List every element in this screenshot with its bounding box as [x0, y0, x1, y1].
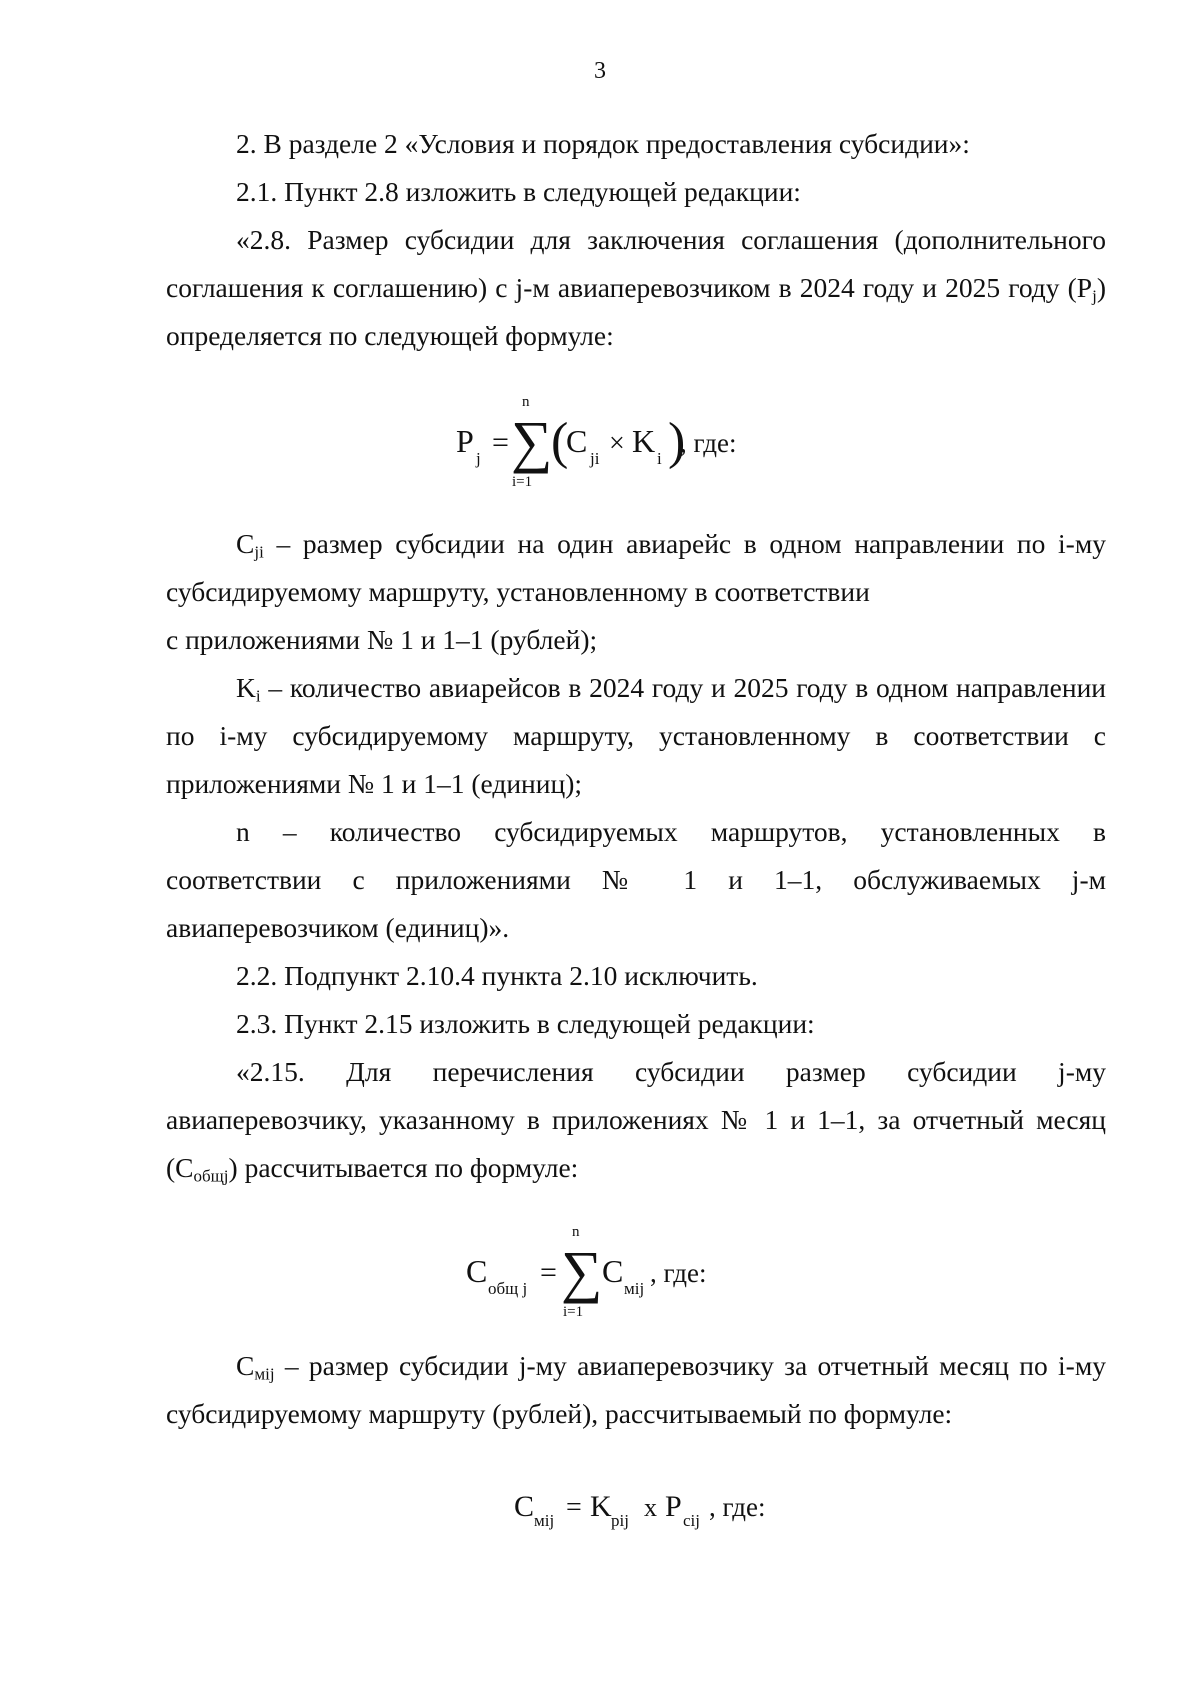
text: ) определяется по следующей формуле: — [166, 272, 1106, 351]
document-body — [166, 120, 1106, 1542]
paren-left-icon: ( — [551, 413, 569, 470]
page-number: 3 — [594, 58, 606, 84]
text: «2.8. Размер субсидии для заключения соглашения (дополнительного соглашения к соглашению) с j-м авиаперевозчиком в 2024 году и 2025 году (P — [166, 224, 1106, 303]
formula-tail: , где: — [709, 1492, 766, 1522]
paragraph-2-2: 2.2. Подпункт 2.10.4 пункта 2.10 исключить. — [236, 960, 758, 991]
term-k-sub: i — [657, 449, 662, 468]
text: «2.15. Для перечисления субсидии размер субсидии j-му авиаперевозчику, указанному в приложениях № 1 и 1–1, за отчетный месяц (C — [166, 1056, 1106, 1183]
formula-pj — [166, 360, 1106, 520]
term-k-sub: pij — [611, 1511, 629, 1530]
text: – размер субсидии j-му авиаперевозчику за отчетный месяц по i-му субсидируемому маршруту (рублей), рассчитываемый по формуле: — [166, 1350, 1106, 1429]
formula-lhs-sub: мij — [534, 1511, 555, 1530]
text: ) рассчитывается по формуле: — [228, 1152, 579, 1183]
formula-lhs: C — [466, 1253, 488, 1289]
formula-lhs: P — [456, 423, 474, 459]
term-p-sub: cij — [683, 1511, 700, 1530]
paragraph-2-3: 2.3. Пункт 2.15 изложить в следующей редакции: — [236, 1008, 815, 1039]
term-k: K — [590, 1490, 612, 1523]
times-sign: × — [609, 428, 625, 459]
formula-c-mij-svg — [166, 1472, 1106, 1542]
sigma-icon: ∑ — [511, 409, 553, 474]
paren-right-icon: ) — [668, 413, 686, 470]
symbol: C — [236, 1350, 255, 1381]
formula-lhs-sub: общ j — [488, 1279, 528, 1298]
symbol: C — [236, 528, 255, 559]
formula-eq: = — [492, 426, 509, 459]
formula-lhs-sub: j — [476, 449, 481, 468]
sum-upper-limit: n — [572, 1224, 580, 1240]
formula-tail: , где: — [680, 428, 737, 458]
paragraph-2-1: 2.1. Пункт 2.8 изложить в следующей редакции: — [236, 176, 801, 207]
text: – размер субсидии на один авиарейс в одном направлении по i-му субсидируемому маршруту, установленному в соответствии — [166, 528, 1106, 607]
term-c-sub: ji — [590, 449, 600, 468]
paragraph-section-2: 2. В разделе 2 «Условия и порядок предоставления субсидии»: — [236, 128, 970, 159]
term-k: K — [632, 423, 656, 459]
sum-upper-limit: n — [522, 394, 530, 410]
definition-c-ji — [166, 520, 1106, 616]
definition-c-ji-cont: с приложениями № 1 и 1–1 (рублей); — [166, 624, 598, 655]
formula-c-obshch-svg — [166, 1192, 1106, 1342]
formula-lhs: C — [514, 1490, 535, 1523]
symbol-sub: мij — [254, 1364, 275, 1384]
formula-eq: = — [540, 1256, 557, 1289]
term-p: P — [665, 1490, 682, 1523]
term-c-sub: мij — [624, 1279, 645, 1298]
spacer — [166, 1438, 1106, 1472]
symbol: K — [236, 672, 256, 703]
term-c: C — [566, 423, 588, 459]
symbol-sub: ji — [254, 542, 264, 562]
formula-eq: = — [566, 1492, 582, 1523]
formula-pj-svg — [166, 360, 1106, 520]
definition-c-mij — [166, 1342, 1106, 1438]
paragraph-2-8 — [166, 216, 1106, 360]
paragraph-2-15 — [166, 1048, 1106, 1192]
subscript: j — [1092, 286, 1097, 306]
sum-lower-limit: i=1 — [512, 474, 533, 490]
symbol-sub: i — [255, 686, 261, 706]
definition-k-i — [166, 664, 1106, 808]
sigma-icon: ∑ — [561, 1239, 603, 1304]
formula-tail: , где: — [650, 1258, 707, 1288]
formula-c-mij — [166, 1472, 1106, 1542]
definition-n: n – количество субсидируемых маршрутов, установленных в соответствии с приложениями № 1 и 1–1, обслуживаемых j-м авиаперевозчиком (единиц)». — [166, 816, 1106, 943]
multiply-x: x — [644, 1493, 657, 1522]
text: – количество авиарейсов в 2024 году и 2025 году в одном направлении по i-му субсидируемому маршруту, установленному в соответствии с приложениями № 1 и 1–1 (единиц); — [166, 672, 1106, 799]
formula-c-obshch — [166, 1192, 1106, 1342]
sum-lower-limit: i=1 — [563, 1304, 584, 1320]
term-c: C — [602, 1253, 624, 1289]
subscript: общj — [193, 1166, 229, 1186]
